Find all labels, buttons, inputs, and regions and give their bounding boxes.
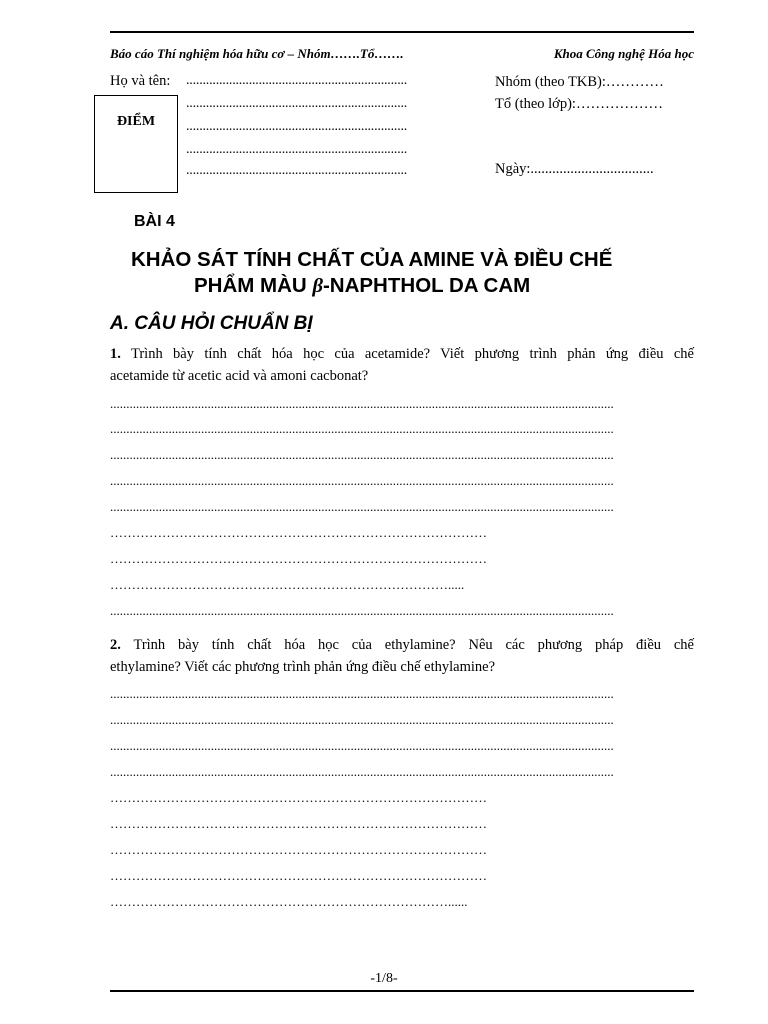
question-2-number: 2. (110, 637, 121, 653)
question-2-text-2: ethylamine? Viết các phương trình phản ứng điều chế ethylamine? (110, 659, 496, 675)
answer-line[interactable]: ……………………………………………………………………...... (110, 894, 468, 909)
answer-line[interactable]: ........................................................................................................................................................... (110, 421, 614, 436)
lesson-number: BÀI 4 (134, 213, 175, 230)
score-box[interactable] (94, 95, 178, 193)
group-field[interactable]: Nhóm (theo TKB):………… (495, 74, 664, 90)
name-dots[interactable]: ................................................................... (186, 73, 408, 88)
answer-line[interactable]: ........................................................................................................................................................... (110, 473, 614, 488)
header-rule (110, 31, 694, 33)
answer-line[interactable]: ……………………………………………………………………..... (110, 577, 465, 592)
answer-line[interactable]: …………………………………………………………………………… (110, 551, 487, 566)
question-1-line-1 (110, 343, 694, 365)
answer-line[interactable]: ........................................................................................................................................................... (110, 738, 614, 753)
report-header-left: Báo cáo Thí nghiệm hóa hữu cơ – Nhóm…….Tổ……. (110, 46, 404, 61)
section-heading: A. CÂU HỎI CHUẨN BỊ (110, 313, 313, 334)
question-1-number: 1. (110, 346, 121, 362)
team-field[interactable]: Tổ (theo lớp):……………… (495, 96, 663, 112)
name-label: Họ và tên: (110, 73, 171, 89)
footer-rule (110, 990, 694, 992)
page-number: -1/8- (370, 971, 398, 986)
name-dots-5[interactable]: ................................................................... (186, 163, 408, 178)
title-line-1: KHẢO SÁT TÍNH CHẤT CỦA AMINE VÀ ĐIỀU CHẾ (131, 248, 613, 271)
title-line-2 (194, 274, 530, 298)
answer-line[interactable]: ........................................................................................................................................................... (110, 499, 614, 514)
question-1-text-2: acetamide từ acetic acid và amoni cacbonat? (110, 368, 369, 384)
question-2-line-1 (110, 634, 694, 656)
date-field[interactable]: Ngày:.................................. (495, 161, 654, 177)
answer-line[interactable]: ........................................................................................................................................................... (110, 603, 614, 618)
answer-line[interactable]: …………………………………………………………………………… (110, 790, 487, 805)
answer-line[interactable]: ........................................................................................................................................................... (110, 396, 614, 411)
name-dots-2[interactable]: ................................................................... (186, 96, 408, 111)
answer-line[interactable]: ........................................................................................................................................................... (110, 447, 614, 462)
score-label: ĐIỂM (116, 114, 156, 129)
answer-line[interactable]: ........................................................................................................................................................... (110, 712, 614, 727)
question-2-text-1: Trình bày tính chất hóa học của ethylamine? Nêu các phương pháp điều chế (133, 637, 694, 653)
answer-line[interactable]: …………………………………………………………………………… (110, 816, 487, 831)
answer-line[interactable]: …………………………………………………………………………… (110, 842, 487, 857)
answer-line[interactable]: ........................................................................................................................................................... (110, 686, 614, 701)
answer-line[interactable]: …………………………………………………………………………… (110, 868, 487, 883)
title-line-2-post: -NAPHTHOL DA CAM (322, 274, 531, 297)
beta-symbol: β (312, 275, 323, 297)
question-1-text-1: Trình bày tính chất hóa học của acetamide? Viết phương trình phản ứng điều chế (130, 346, 694, 362)
title-line-2-pre: PHẨM MÀU (194, 274, 313, 297)
name-dots-4[interactable]: ................................................................... (186, 142, 408, 157)
name-dots-3[interactable]: ................................................................... (186, 119, 408, 134)
question-1 (110, 343, 694, 387)
answer-line[interactable]: ........................................................................................................................................................... (110, 764, 614, 779)
report-header-right: Khoa Công nghệ Hóa học (553, 46, 694, 61)
question-2 (110, 634, 694, 678)
answer-line[interactable]: …………………………………………………………………………… (110, 525, 487, 540)
